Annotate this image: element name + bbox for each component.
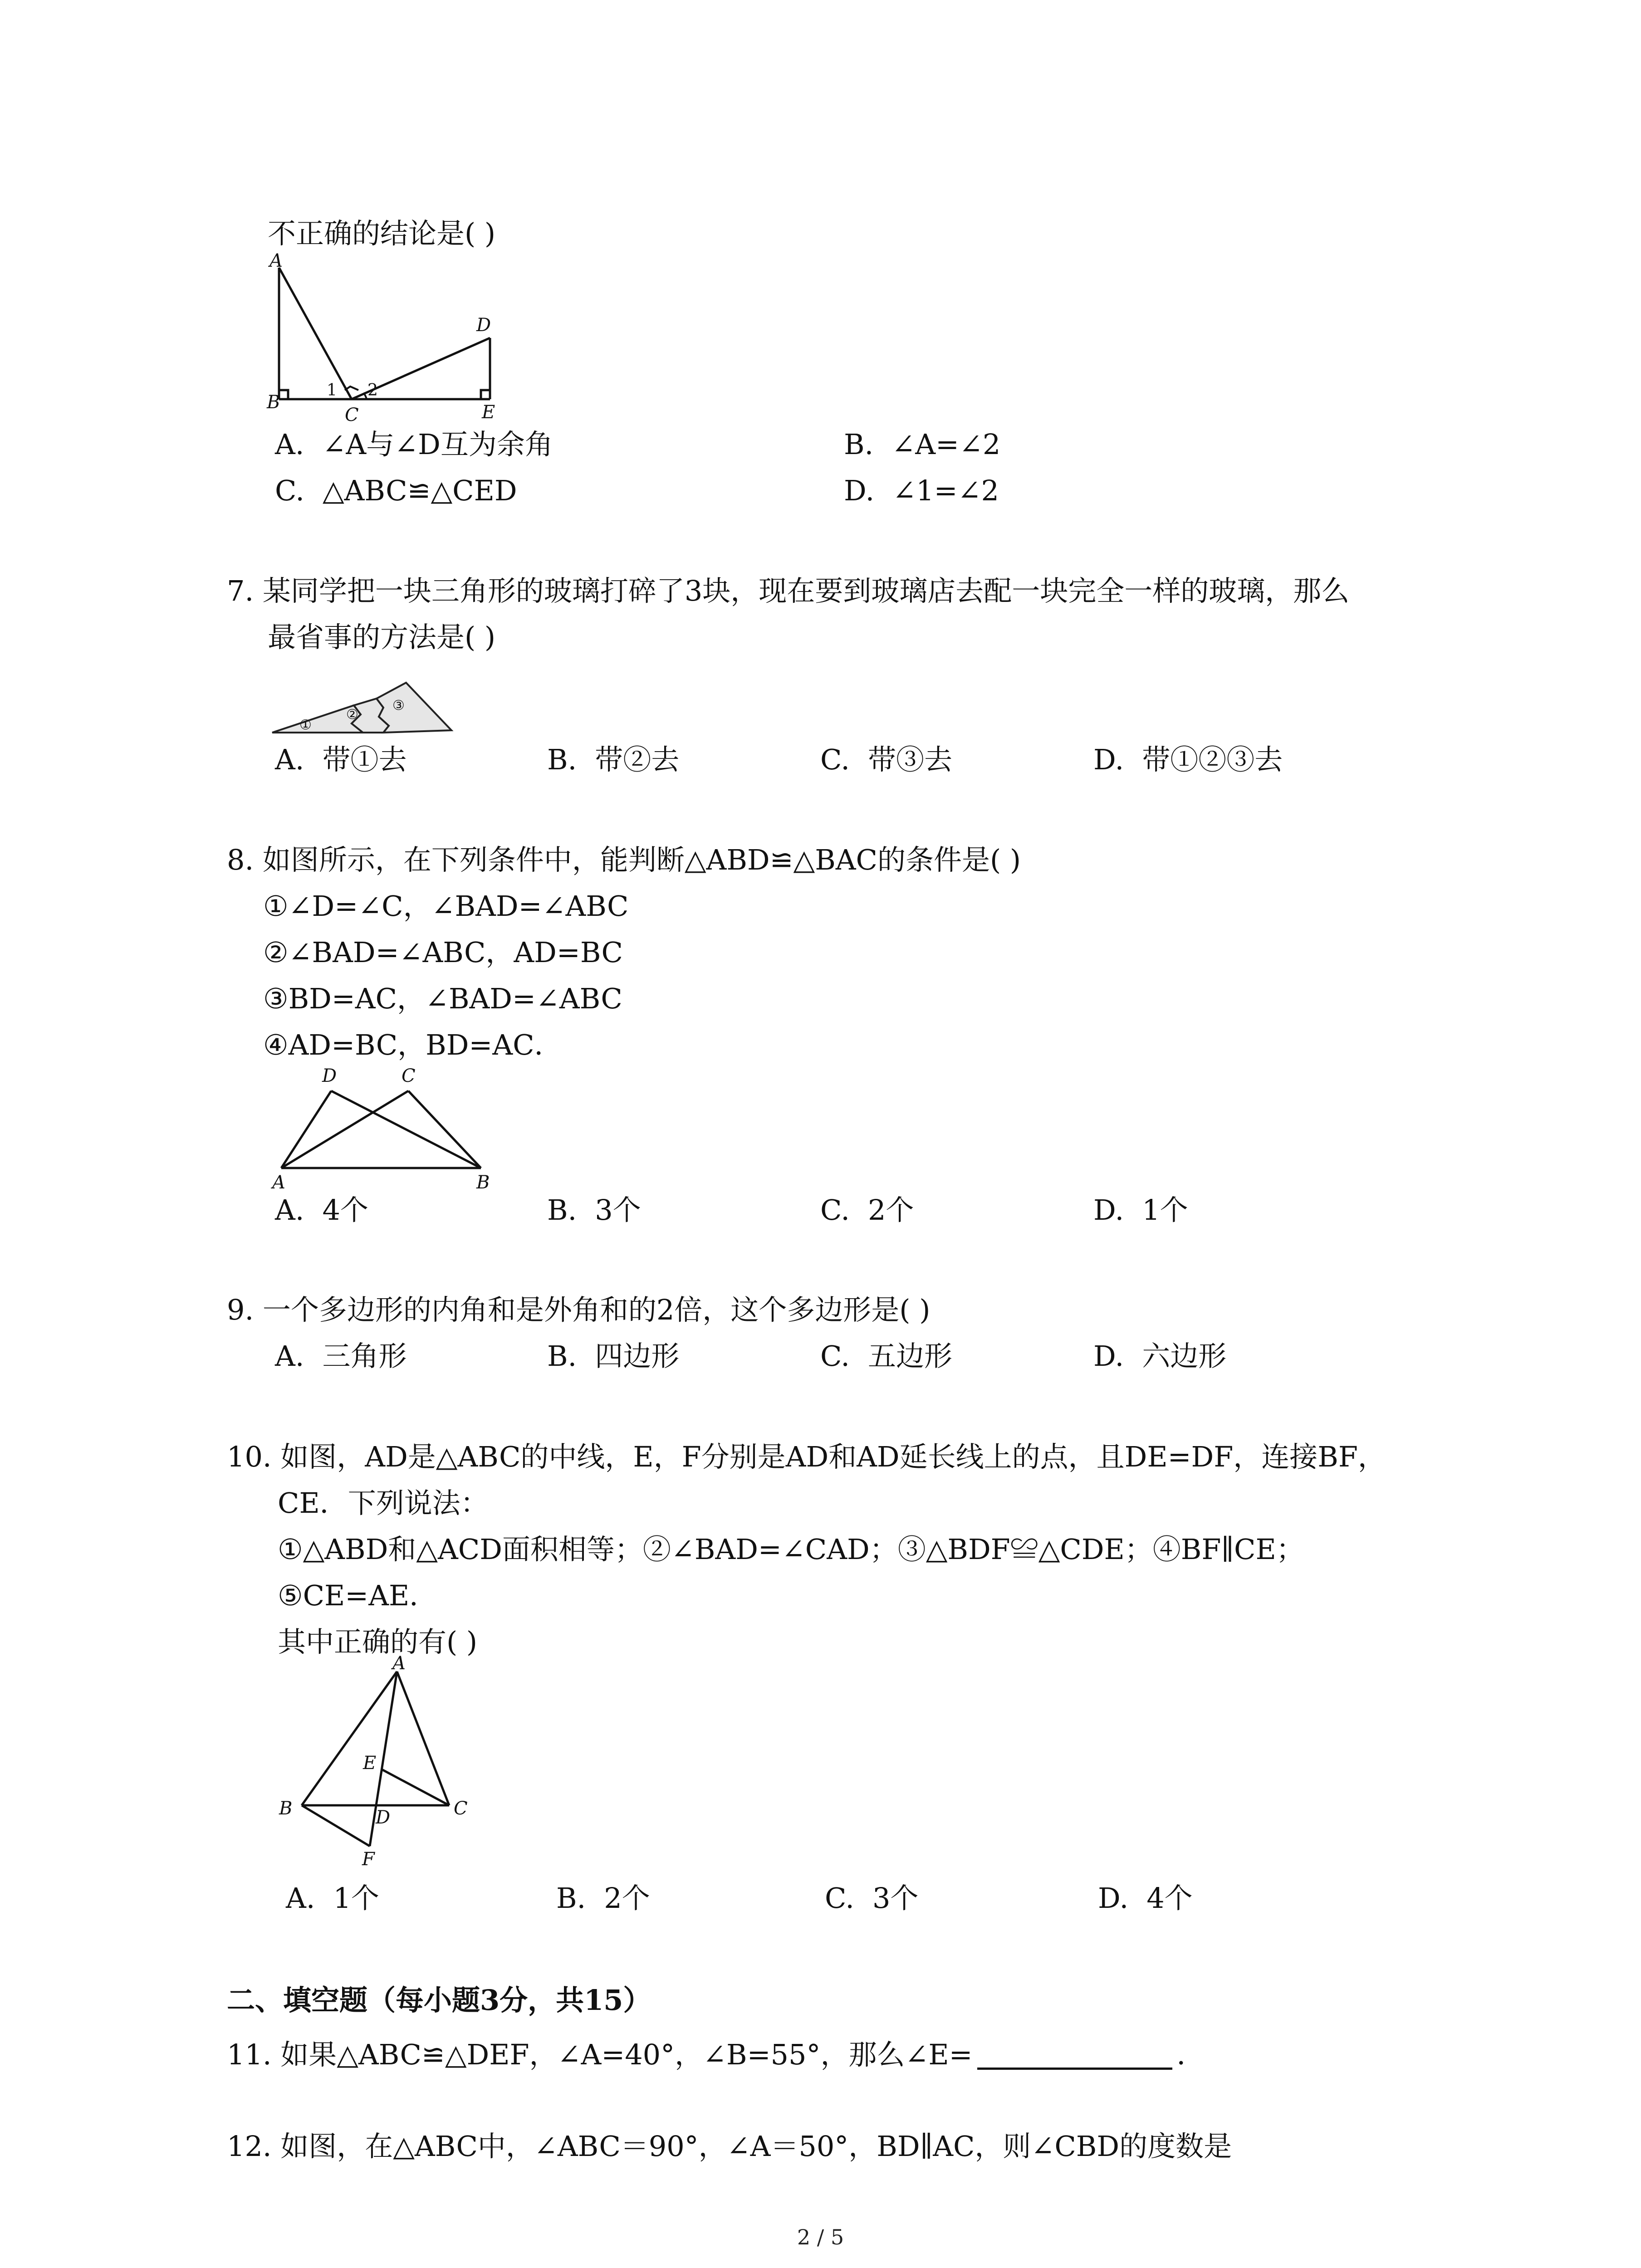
q10-label-f: F [362,1849,375,1870]
q7-figure [270,662,456,739]
q10-option-d[interactable]: D. 4个 [1098,1882,1193,1915]
q9-stem-line1: 9. 一个多边形的内角和是外角和的2倍，这个多边形是( ) [227,1293,931,1326]
q11-period: ． [1176,2038,1205,2071]
q10-label-a: A [392,1653,406,1674]
q8-option-d[interactable]: D. 1个 [1093,1193,1188,1227]
q7-option-b[interactable]: B. 带②去 [547,743,680,776]
q8-condition-2: ②∠BAD=∠ABC，AD=BC [263,936,623,969]
q8-condition-4: ④AD=BC，BD=AC． [263,1028,563,1061]
q10-figure [272,1653,499,1878]
q10-label-e: E [363,1753,377,1774]
q10-stem-line1: 10. 如图，AD是△ABC的中线，E，F分别是AD和AD延长线上的点，且DE=DF，连接BF， [227,1440,1386,1473]
q11-stem [227,2037,1205,2073]
q12-stem-line1: 12. 如图，在△ABC中，∠ABC＝90°，∠A＝50°，BD∥AC，则∠CBD的度数是 [227,2130,1232,2163]
q9-option-b[interactable]: B. 四边形 [547,1339,680,1373]
q6-label-a: A [269,250,283,271]
q10-statements-line1: ①△ABD和△ACD面积相等；②∠BAD=∠CAD；③△BDF≌△CDE；④BF∥CE； [278,1533,1304,1566]
q7-stem-line1: 7. 某同学把一块三角形的玻璃打碎了3块，现在要到玻璃店去配一块完全一样的玻璃，那么 [227,574,1350,607]
q6-label-c: C [345,405,359,425]
q10-option-c[interactable]: C. 3个 [825,1882,919,1915]
q8-option-a[interactable]: A. 4个 [275,1193,368,1227]
q7-option-d[interactable]: D. 带①②③去 [1093,743,1283,776]
q10-question: 其中正确的有( ) [278,1625,478,1658]
q8-stem-line1: 8. 如图所示，在下列条件中，能判断△ABD≌△BAC的条件是( ) [227,843,1021,876]
page-number: 2 / 5 [797,2225,844,2249]
q8-option-c[interactable]: C. 2个 [820,1193,914,1227]
q6-label-b: B [267,392,280,413]
q8-label-d: D [322,1066,337,1086]
q6-option-c[interactable]: C. △ABC≌△CED [275,474,517,507]
q7-piece-3: ③ [392,698,405,714]
q11-answer-blank[interactable] [977,2040,1172,2070]
q8-figure [268,1064,504,1191]
q10-stem-line2: CE．下列说法： [278,1486,489,1520]
q10-label-c: C [454,1798,468,1819]
q8-option-b[interactable]: B. 3个 [547,1193,641,1227]
q10-option-b[interactable]: B. 2个 [556,1882,650,1915]
q7-piece-1: ① [299,717,312,733]
q10-label-d: D [376,1807,391,1828]
q8-label-a: A [272,1172,285,1193]
q7-option-c[interactable]: C. 带③去 [820,743,952,776]
q8-condition-3: ③BD=AC，∠BAD=∠ABC [263,982,622,1015]
q7-option-a[interactable]: A. 带①去 [275,743,407,776]
q8-label-b: B [476,1172,490,1193]
q9-option-a[interactable]: A. 三角形 [275,1339,407,1373]
q6-option-a[interactable]: A. ∠A与∠D互为余角 [275,428,553,461]
q8-label-c: C [402,1066,416,1086]
q10-statements-line2: ⑤CE=AE． [278,1579,438,1612]
q10-option-a[interactable]: A. 1个 [286,1882,379,1915]
q9-option-c[interactable]: C. 五边形 [820,1339,952,1373]
q10-label-b: B [279,1798,293,1819]
q6-stem-tail: 不正确的结论是( ) [268,217,496,250]
section-heading: 二、填空题（每小题3分，共15） [227,1984,652,2017]
q6-label-angle1: 1 [327,381,337,400]
q6-option-d[interactable]: D. ∠1=∠2 [844,474,999,507]
q11-text: 11. 如果△ABC≌△DEF，∠A=40°，∠B=55°，那么∠E= [227,2038,973,2071]
q6-figure [263,250,517,426]
q7-piece-2: ② [346,707,358,723]
q6-label-angle2: 2 [367,381,378,400]
q8-condition-1: ①∠D=∠C，∠BAD=∠ABC [263,890,629,923]
q7-stem-line2: 最省事的方法是( ) [268,621,496,654]
q9-option-d[interactable]: D. 六边形 [1093,1339,1227,1373]
q6-option-b[interactable]: B. ∠A=∠2 [844,428,1001,461]
q6-label-d: D [476,315,491,336]
q6-label-e: E [482,402,495,423]
